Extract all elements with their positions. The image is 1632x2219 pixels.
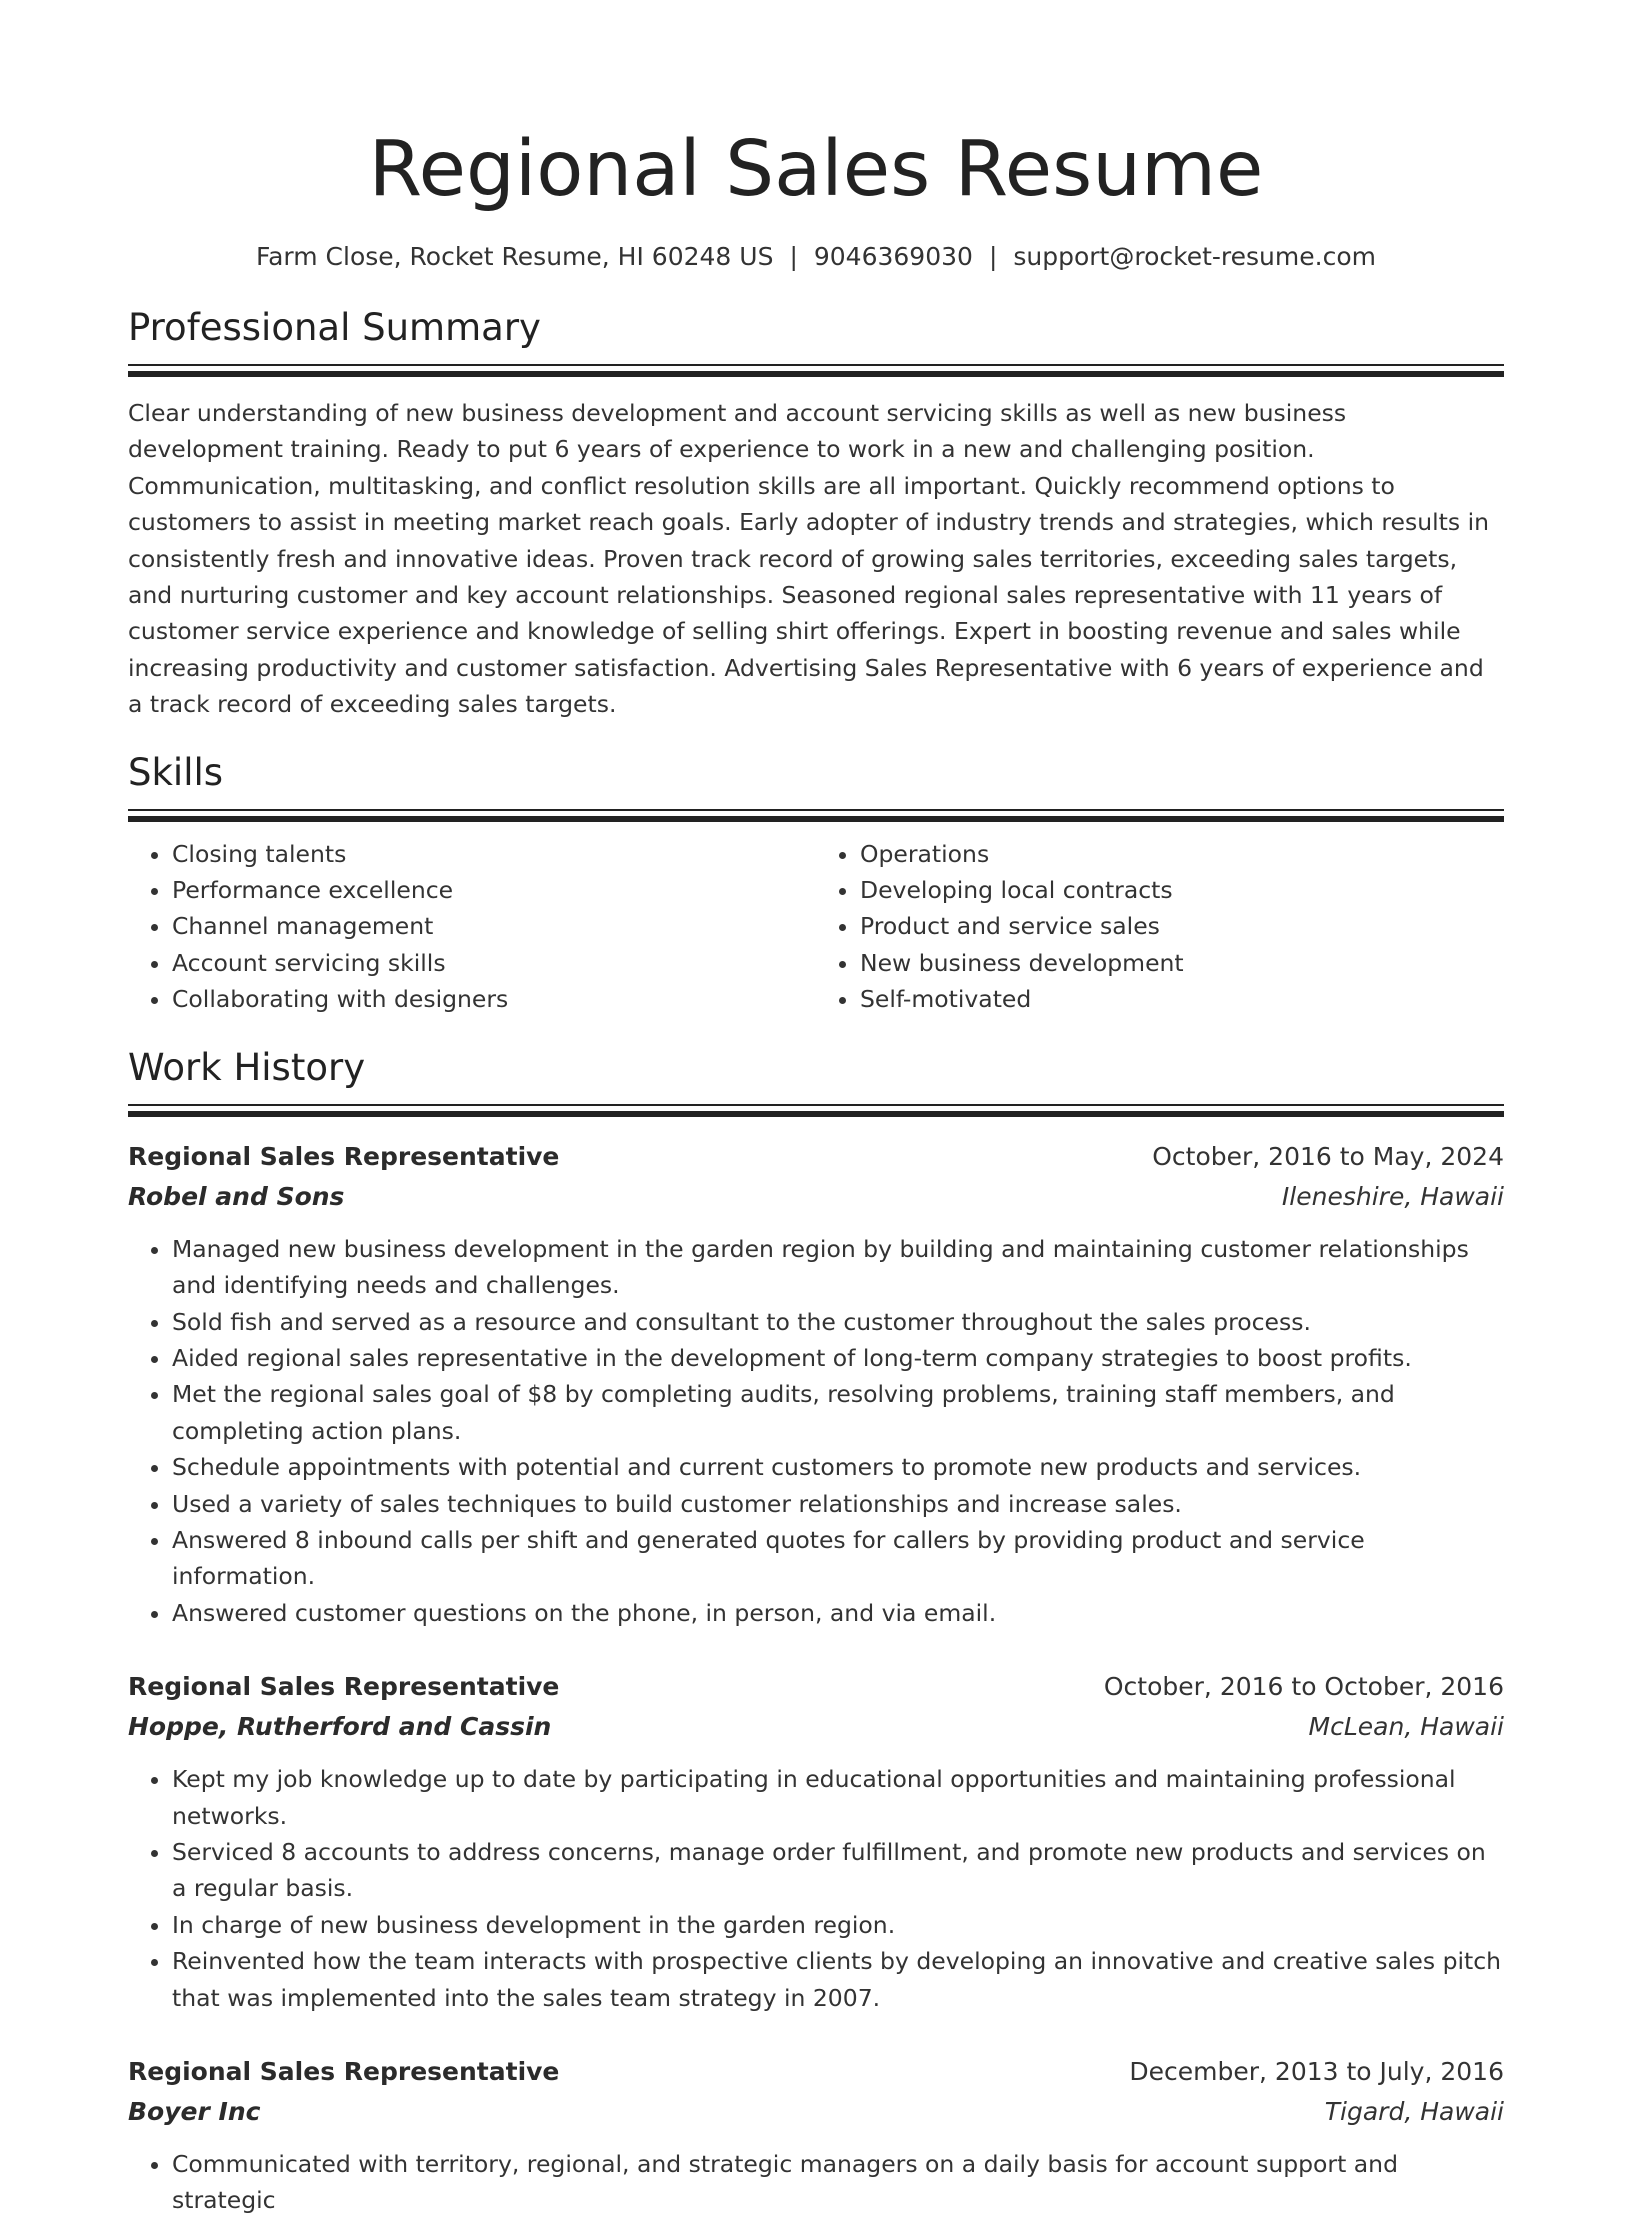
skills-list-left: [128, 836, 816, 1018]
skill-item: • Account servicing skills: [172, 945, 816, 981]
skill-item: • Collaborating with designers: [172, 981, 816, 1017]
job-bullet: • Met the regional sales goal of $8 by completing audits, resolving problems, training staff members, and completing action plans.: [172, 1376, 1504, 1449]
skills-section: [128, 749, 1504, 1018]
job-dates: October, 2016 to October, 2016: [1103, 1672, 1504, 1702]
contact-separator: |: [789, 242, 798, 271]
job-company-row: [128, 2092, 1504, 2132]
contact-separator: |: [988, 242, 998, 271]
summary-heading: Professional Summary: [128, 306, 541, 349]
skills-heading: Skills: [128, 750, 224, 794]
summary-text: Clear understanding of new business development and account servicing skills as well as new business development training. Ready to put 6 years of experience to work in a new and challenging position. Communication, multitasking, and conflict resolution skills are all important. Quickly recommend options to customers to assist in meeting market reach goals. Early adopter of industry trends and strategies, which results in consistently fresh and innovative ideas. Proven track record of growing sales territories, exceeding sales targets, and nurturing customer and key account relationships. Seasoned regional sales representative with 11 years of customer service experience and knowledge of selling shirt offerings. Expert in boosting revenue and sales while increasing productivity and customer satisfaction. Advertising Sales Representative with 6 years of experience and a track record of exceeding sales targets.: [128, 399, 1490, 719]
section-divider: [128, 364, 1504, 377]
job-title: Regional Sales Representative: [128, 1672, 560, 1702]
job-bullet: • Managed new business development in the garden region by building and maintaining customer relationships and identifying needs and challenges.: [172, 1231, 1504, 1304]
job-bullet: • Schedule appointments with potential and current customers to promote new products and services.: [172, 1449, 1504, 1485]
job-title: Regional Sales Representative: [128, 1141, 560, 1171]
contact-email: support@rocket-resume.com: [1013, 242, 1376, 271]
job-bullet: • Aided regional sales representative in the development of long-term company strategies to boost profits.: [172, 1340, 1504, 1376]
job-entry: [128, 1667, 1504, 2016]
skill-item: • Product and service sales: [860, 908, 1504, 944]
job-bullets: [128, 2146, 1504, 2219]
work-history-heading: Work History: [128, 1045, 366, 1089]
skill-item: • Developing local contracts: [860, 872, 1504, 908]
job-header-row: [128, 1137, 1504, 1177]
job-company-row: [128, 1707, 1504, 1747]
job-bullet: • In charge of new business development in the garden region.: [172, 1907, 1504, 1943]
skills-list-right: [816, 836, 1504, 1018]
skill-item: • Performance excellence: [172, 872, 816, 908]
contact-phone: 9046369030: [813, 242, 973, 271]
skill-item: • Operations: [860, 836, 1504, 872]
skill-item: • New business development: [860, 945, 1504, 981]
job-dates: October, 2016 to May, 2024: [1152, 1141, 1504, 1171]
job-title: Regional Sales Representative: [128, 2057, 560, 2086]
skill-item: • Closing talents: [172, 836, 816, 872]
job-header-row: [128, 1667, 1504, 1707]
job-bullet: • Answered customer questions on the phone, in person, and via email.: [172, 1595, 1504, 1631]
contact-address: Farm Close, Rocket Resume, HI 60248 US: [256, 242, 774, 271]
job-dates: December, 2013 to July, 2016: [1129, 2057, 1504, 2086]
job-bullet: • Kept my job knowledge up to date by participating in educational opportunities and maintaining professional networks.: [172, 1761, 1504, 1834]
job-entry: [128, 1137, 1504, 1631]
job-company: Boyer Inc: [128, 2097, 261, 2126]
job-location: Tigard, Hawaii: [1324, 2097, 1504, 2126]
contact-line: [128, 240, 1504, 274]
skill-item: • Self-motivated: [860, 981, 1504, 1017]
job-bullet: • Used a variety of sales techniques to build customer relationships and increase sales.: [172, 1486, 1504, 1522]
resume-page: [128, 0, 1504, 2219]
job-bullets: [128, 1761, 1504, 2016]
skills-grid: [128, 836, 1504, 1018]
job-bullet: • Sold fish and served as a resource and consultant to the customer throughout the sales process.: [172, 1304, 1504, 1340]
resume-name: Regional Sales Resume: [368, 125, 1264, 214]
section-divider: [128, 809, 1504, 822]
work-history-section: [128, 1044, 1504, 2219]
job-location: Ileneshire, Hawaii: [1281, 1181, 1504, 1211]
job-entry: [128, 2052, 1504, 2219]
job-bullet: • Serviced 8 accounts to address concerns, manage order fulfillment, and promote new products and services on a regular basis.: [172, 1834, 1504, 1907]
job-header-row: [128, 2052, 1504, 2092]
job-bullet: • Communicated with territory, regional, and strategic managers on a daily basis for account support and strategic: [172, 2146, 1504, 2219]
skill-item: • Channel management: [172, 908, 816, 944]
job-company-row: [128, 1177, 1504, 1217]
job-bullets: [128, 1231, 1504, 1631]
job-bullet: • Reinvented how the team interacts with prospective clients by developing an innovative and creative sales pitch that was implemented into the sales team strategy in 2007.: [172, 1943, 1504, 2016]
section-divider: [128, 1104, 1504, 1117]
job-company: Robel and Sons: [128, 1181, 345, 1211]
job-company: Hoppe, Rutherford and Cassin: [128, 1712, 552, 1742]
summary-section: [128, 304, 1504, 723]
job-location: McLean, Hawaii: [1308, 1712, 1504, 1742]
job-bullet: • Answered 8 inbound calls per shift and generated quotes for callers by providing product and service information.: [172, 1522, 1504, 1595]
